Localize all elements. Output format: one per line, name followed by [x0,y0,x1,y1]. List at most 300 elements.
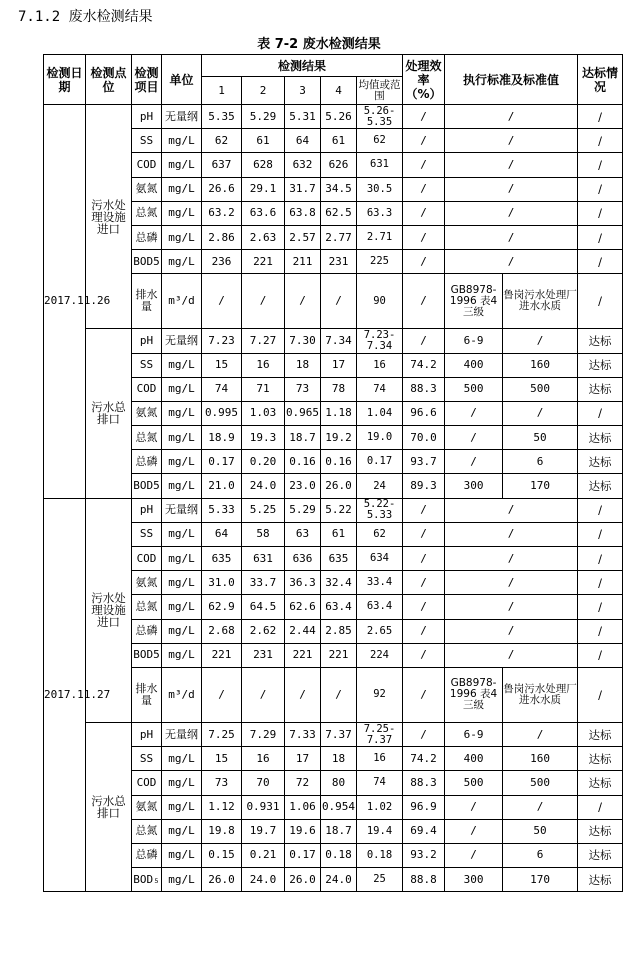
value-cell: 80 [321,771,357,795]
value-cell: 7.34 [321,329,357,353]
value-cell: 5.25 [242,498,285,522]
value-cell: 78 [321,377,357,401]
value-cell: 7.30 [285,329,321,353]
value-cell: 23.0 [285,474,321,498]
value-cell: 7.25 [202,722,242,746]
value-cell: 231 [321,250,357,274]
avg-cell: 1.04 [357,401,403,425]
item-cell: COD [132,547,162,571]
status-cell: 达标 [578,353,623,377]
value-cell: 2.57 [285,225,321,249]
avg-cell: 63.4 [357,595,403,619]
status-cell: / [578,201,623,225]
value-cell: 16 [242,747,285,771]
value-cell: / [321,667,357,722]
standard-plant-cell: 6 [503,450,578,474]
standard-gb-cell: / [445,401,503,425]
value-cell: 631 [242,547,285,571]
avg-cell: 63.3 [357,201,403,225]
standard-gb-cell: GB8978-1996 表4 三级 [445,667,503,722]
efficiency-cell: 96.9 [403,795,445,819]
header-r4: 4 [321,77,357,105]
standard-cell: / [445,619,578,643]
standard-plant-cell: 170 [503,474,578,498]
status-cell: 达标 [578,843,623,867]
date-cell: 2017.11.26 [44,105,86,499]
unit-cell: mg/L [162,819,202,843]
value-cell: 2.44 [285,619,321,643]
standard-gb-cell: / [445,819,503,843]
value-cell: 0.16 [321,450,357,474]
value-cell: 18.9 [202,426,242,450]
value-cell: 64 [202,522,242,546]
item-cell: 氨氮 [132,177,162,201]
header-point: 检测点位 [86,55,132,105]
value-cell: 636 [285,547,321,571]
value-cell: 635 [202,547,242,571]
value-cell: 19.2 [321,426,357,450]
value-cell: 5.22 [321,498,357,522]
standard-gb-cell: 300 [445,868,503,892]
standard-cell: / [445,547,578,571]
value-cell: 221 [285,643,321,667]
unit-cell: mg/L [162,747,202,771]
value-cell: 61 [242,129,285,153]
value-cell: 0.995 [202,401,242,425]
status-cell: / [578,274,623,329]
value-cell: 7.37 [321,722,357,746]
value-cell: 19.6 [285,819,321,843]
status-cell: 达标 [578,868,623,892]
avg-cell: 62 [357,522,403,546]
avg-cell: 19.4 [357,819,403,843]
table-body [44,105,623,892]
value-cell: 0.931 [242,795,285,819]
value-cell: / [321,274,357,329]
value-cell: 63.8 [285,201,321,225]
item-cell: pH [132,105,162,129]
value-cell: 637 [202,153,242,177]
value-cell: 34.5 [321,177,357,201]
status-cell: 达标 [578,722,623,746]
status-cell: 达标 [578,819,623,843]
efficiency-cell: / [403,571,445,595]
efficiency-cell: 88.3 [403,377,445,401]
item-cell: 总氮 [132,819,162,843]
standard-gb-cell: / [445,426,503,450]
efficiency-cell: / [403,129,445,153]
value-cell: 18.7 [321,819,357,843]
avg-cell: 24 [357,474,403,498]
value-cell: 221 [321,643,357,667]
avg-cell: 0.18 [357,843,403,867]
efficiency-cell: / [403,498,445,522]
value-cell: 5.29 [285,498,321,522]
value-cell: 2.68 [202,619,242,643]
item-cell: BOD5 [132,250,162,274]
value-cell: 63.4 [321,595,357,619]
status-cell: / [578,619,623,643]
standard-plant-cell: / [503,722,578,746]
status-cell: / [578,401,623,425]
efficiency-cell: / [403,619,445,643]
value-cell: 0.15 [202,843,242,867]
unit-cell: mg/L [162,401,202,425]
unit-cell: mg/L [162,619,202,643]
standard-gb-cell: / [445,843,503,867]
item-cell: pH [132,722,162,746]
unit-cell: mg/L [162,522,202,546]
unit-cell: m³/d [162,667,202,722]
value-cell: 7.33 [285,722,321,746]
status-cell: / [578,498,623,522]
status-cell: / [578,547,623,571]
value-cell: 2.86 [202,225,242,249]
item-cell: SS [132,353,162,377]
value-cell: 61 [321,129,357,153]
status-cell: / [578,667,623,722]
value-cell: 62.6 [285,595,321,619]
header-r2: 2 [242,77,285,105]
wastewater-results-table [43,54,623,892]
header-results: 检测结果 [202,55,403,77]
value-cell: 21.0 [202,474,242,498]
item-cell: COD [132,377,162,401]
avg-cell: 74 [357,771,403,795]
unit-cell: 无量纲 [162,105,202,129]
value-cell: 5.35 [202,105,242,129]
standard-cell: / [445,498,578,522]
value-cell: 31.7 [285,177,321,201]
status-cell: / [578,250,623,274]
item-cell: COD [132,153,162,177]
avg-cell: 5.26-5.35 [357,105,403,129]
avg-cell: 0.17 [357,450,403,474]
value-cell: 63.6 [242,201,285,225]
header-standard: 执行标准及标准值 [445,55,578,105]
standard-gb-cell: 400 [445,353,503,377]
value-cell: / [285,274,321,329]
value-cell: 64 [285,129,321,153]
value-cell: 221 [202,643,242,667]
standard-cell: / [445,250,578,274]
standard-cell: / [445,643,578,667]
avg-cell: 62 [357,129,403,153]
efficiency-cell: 88.3 [403,771,445,795]
unit-cell: mg/L [162,795,202,819]
item-cell: 总磷 [132,450,162,474]
value-cell: 17 [285,747,321,771]
value-cell: 0.965 [285,401,321,425]
standard-gb-cell: 400 [445,747,503,771]
efficiency-cell: / [403,153,445,177]
unit-cell: mg/L [162,643,202,667]
standard-cell: / [445,153,578,177]
avg-cell: 33.4 [357,571,403,595]
unit-cell: mg/L [162,771,202,795]
efficiency-cell: 93.7 [403,450,445,474]
efficiency-cell: 74.2 [403,747,445,771]
status-cell: 达标 [578,377,623,401]
standard-cell: / [445,225,578,249]
value-cell: 1.03 [242,401,285,425]
status-cell: / [578,225,623,249]
efficiency-cell: 96.6 [403,401,445,425]
value-cell: 18.7 [285,426,321,450]
value-cell: 18 [285,353,321,377]
status-cell: / [578,129,623,153]
table-row [44,722,623,746]
header-status: 达标情况 [578,55,623,105]
standard-plant-cell: 170 [503,868,578,892]
value-cell: 74 [202,377,242,401]
value-cell: 15 [202,353,242,377]
status-cell: 达标 [578,329,623,353]
efficiency-cell: 70.0 [403,426,445,450]
standard-plant-cell: 500 [503,377,578,401]
value-cell: 5.26 [321,105,357,129]
item-cell: 总磷 [132,225,162,249]
header-efficiency: 处理效率（%） [403,55,445,105]
avg-cell: 1.02 [357,795,403,819]
value-cell: 626 [321,153,357,177]
item-cell: 氨氮 [132,401,162,425]
status-cell: / [578,795,623,819]
value-cell: 2.63 [242,225,285,249]
standard-plant-cell: / [503,329,578,353]
standard-cell: / [445,595,578,619]
header-unit: 单位 [162,55,202,105]
value-cell: 2.77 [321,225,357,249]
status-cell: / [578,153,623,177]
unit-cell: mg/L [162,843,202,867]
unit-cell: mg/L [162,571,202,595]
value-cell: 0.20 [242,450,285,474]
item-cell: pH [132,498,162,522]
value-cell: 5.33 [202,498,242,522]
avg-cell: 2.65 [357,619,403,643]
item-cell: 总氮 [132,201,162,225]
value-cell: 628 [242,153,285,177]
value-cell: 7.23 [202,329,242,353]
value-cell: / [202,667,242,722]
standard-cell: / [445,571,578,595]
standard-plant-cell: 160 [503,747,578,771]
value-cell: 19.3 [242,426,285,450]
unit-cell: mg/L [162,868,202,892]
value-cell: 73 [285,377,321,401]
value-cell: 63 [285,522,321,546]
value-cell: 24.0 [242,868,285,892]
standard-cell: / [445,522,578,546]
value-cell: 62.9 [202,595,242,619]
value-cell: 15 [202,747,242,771]
header-date: 检测日期 [44,55,86,105]
efficiency-cell: / [403,643,445,667]
standard-gb-cell: 500 [445,771,503,795]
unit-cell: mg/L [162,450,202,474]
efficiency-cell: 93.2 [403,843,445,867]
item-cell: SS [132,129,162,153]
value-cell: 26.0 [202,868,242,892]
value-cell: 5.31 [285,105,321,129]
status-cell: 达标 [578,474,623,498]
status-cell: / [578,105,623,129]
value-cell: 16 [242,353,285,377]
avg-cell: 16 [357,353,403,377]
point-cell: 污水总排口 [86,329,132,498]
value-cell: 2.85 [321,619,357,643]
unit-cell: mg/L [162,377,202,401]
value-cell: 19.8 [202,819,242,843]
unit-cell: 无量纲 [162,498,202,522]
standard-gb-cell: / [445,795,503,819]
standard-plant-cell: / [503,401,578,425]
standard-cell: / [445,105,578,129]
avg-cell: 74 [357,377,403,401]
efficiency-cell: 89.3 [403,474,445,498]
value-cell: 5.29 [242,105,285,129]
standard-cell: / [445,129,578,153]
value-cell: 29.1 [242,177,285,201]
item-cell: 氨氮 [132,795,162,819]
value-cell: 7.27 [242,329,285,353]
value-cell: 72 [285,771,321,795]
item-cell: pH [132,329,162,353]
value-cell: / [242,274,285,329]
item-cell: 总磷 [132,843,162,867]
value-cell: 2.62 [242,619,285,643]
efficiency-cell: / [403,201,445,225]
value-cell: 36.3 [285,571,321,595]
efficiency-cell: / [403,722,445,746]
standard-plant-cell: 500 [503,771,578,795]
value-cell: 236 [202,250,242,274]
status-cell: / [578,571,623,595]
value-cell: 24.0 [242,474,285,498]
value-cell: 73 [202,771,242,795]
value-cell: 221 [242,250,285,274]
avg-cell: 7.23-7.34 [357,329,403,353]
status-cell: / [578,643,623,667]
value-cell: 19.7 [242,819,285,843]
value-cell: 63.2 [202,201,242,225]
unit-cell: mg/L [162,129,202,153]
item-cell: BOD5 [132,643,162,667]
unit-cell: mg/L [162,177,202,201]
value-cell: 632 [285,153,321,177]
point-cell: 污水总排口 [86,722,132,891]
item-cell: BOD5 [132,474,162,498]
unit-cell: mg/L [162,225,202,249]
value-cell: 0.17 [285,843,321,867]
unit-cell: mg/L [162,595,202,619]
efficiency-cell: 74.2 [403,353,445,377]
status-cell: 达标 [578,747,623,771]
table-row [44,329,623,353]
value-cell: 61 [321,522,357,546]
item-cell: SS [132,747,162,771]
avg-cell: 634 [357,547,403,571]
value-cell: / [285,667,321,722]
value-cell: 32.4 [321,571,357,595]
efficiency-cell: 69.4 [403,819,445,843]
value-cell: 0.16 [285,450,321,474]
value-cell: 26.6 [202,177,242,201]
value-cell: 0.18 [321,843,357,867]
status-cell: / [578,522,623,546]
avg-cell: 92 [357,667,403,722]
table-caption: 表 7-2 废水检测结果 [257,37,381,52]
efficiency-cell: / [403,667,445,722]
item-cell: 排水量 [132,274,162,329]
value-cell: 7.29 [242,722,285,746]
status-cell: / [578,595,623,619]
item-cell: COD [132,771,162,795]
standard-plant-cell: 50 [503,426,578,450]
unit-cell: mg/L [162,153,202,177]
header-r3: 3 [285,77,321,105]
status-cell: / [578,177,623,201]
item-cell: 总磷 [132,619,162,643]
avg-cell: 224 [357,643,403,667]
value-cell: 635 [321,547,357,571]
standard-gb-cell: 300 [445,474,503,498]
efficiency-cell: / [403,595,445,619]
table-row [44,498,623,522]
efficiency-cell: / [403,329,445,353]
standard-plant-cell: 50 [503,819,578,843]
item-cell: SS [132,522,162,546]
value-cell: 62 [202,129,242,153]
value-cell: 1.18 [321,401,357,425]
efficiency-cell: / [403,274,445,329]
avg-cell: 225 [357,250,403,274]
status-cell: 达标 [578,771,623,795]
value-cell: / [202,274,242,329]
item-cell: 总氮 [132,595,162,619]
unit-cell: 无量纲 [162,722,202,746]
value-cell: 31.0 [202,571,242,595]
value-cell: 17 [321,353,357,377]
value-cell: 1.12 [202,795,242,819]
avg-cell: 631 [357,153,403,177]
value-cell: 0.17 [202,450,242,474]
item-cell: 总氮 [132,426,162,450]
value-cell: 33.7 [242,571,285,595]
table-row [44,105,623,129]
efficiency-cell: / [403,177,445,201]
value-cell: 26.0 [321,474,357,498]
efficiency-cell: / [403,225,445,249]
standard-cell: / [445,177,578,201]
standard-plant-cell: / [503,795,578,819]
unit-cell: mg/L [162,474,202,498]
standard-gb-cell: 6-9 [445,329,503,353]
standard-plant-cell: 鲁岗污水处理厂进水水质 [503,274,578,329]
avg-cell: 7.25-7.37 [357,722,403,746]
efficiency-cell: / [403,250,445,274]
status-cell: 达标 [578,426,623,450]
value-cell: 71 [242,377,285,401]
unit-cell: mg/L [162,201,202,225]
value-cell: 18 [321,747,357,771]
header-item: 检测项目 [132,55,162,105]
unit-cell: mg/L [162,353,202,377]
standard-cell: / [445,201,578,225]
unit-cell: mg/L [162,547,202,571]
value-cell: 231 [242,643,285,667]
